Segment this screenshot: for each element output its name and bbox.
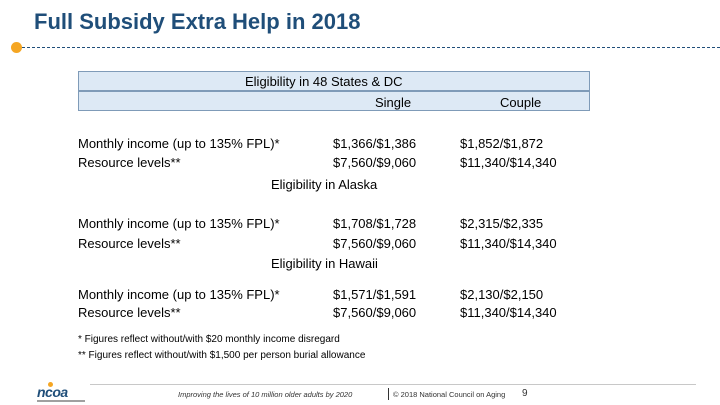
row-value-single: $7,560/$9,060 xyxy=(333,155,417,170)
table-header: Eligibility in 48 States & DC xyxy=(245,74,403,89)
row-label: Resource levels** xyxy=(78,236,181,251)
logo-underline xyxy=(37,400,85,402)
footnote-resources: ** Figures reflect without/with $1,500 per person burial allowance xyxy=(78,350,366,361)
row-value-couple: $11,340/$14,340 xyxy=(460,305,557,320)
row-value-single: $1,571/$1,591 xyxy=(333,287,417,302)
footer-separator xyxy=(388,388,389,400)
page-number: 9 xyxy=(522,388,528,399)
section-header-alaska: Eligibility in Alaska xyxy=(271,177,378,192)
row-value-couple: $11,340/$14,340 xyxy=(460,155,557,170)
title-divider xyxy=(22,47,720,48)
row-label: Monthly income (up to 135% FPL)* xyxy=(78,287,280,302)
row-label: Monthly income (up to 135% FPL)* xyxy=(78,216,280,231)
row-label: Resource levels** xyxy=(78,305,181,320)
footnote-income: * Figures reflect without/with $20 monthly income disregard xyxy=(78,334,340,345)
ncoa-logo: ncoa xyxy=(37,384,68,400)
footer-tagline: Improving the lives of 10 million older adults by 2020 xyxy=(178,390,353,399)
section-header-hawaii: Eligibility in Hawaii xyxy=(271,256,378,271)
row-label: Resource levels** xyxy=(78,155,181,170)
footer-divider xyxy=(90,384,696,385)
row-value-couple: $11,340/$14,340 xyxy=(460,236,557,251)
column-header-couple: Couple xyxy=(500,95,542,110)
footer-copyright: © 2018 National Council on Aging xyxy=(393,390,506,399)
row-value-couple: $2,130/$2,150 xyxy=(460,287,544,302)
row-label: Monthly income (up to 135% FPL)* xyxy=(78,136,280,151)
row-value-single: $7,560/$9,060 xyxy=(333,305,417,320)
row-value-single: $1,708/$1,728 xyxy=(333,216,417,231)
row-value-single: $1,366/$1,386 xyxy=(333,136,417,151)
page-title: Full Subsidy Extra Help in 2018 xyxy=(34,9,361,34)
accent-dot xyxy=(11,42,22,53)
row-value-couple: $1,852/$1,872 xyxy=(460,136,544,151)
column-header-single: Single xyxy=(375,95,412,110)
row-value-couple: $2,315/$2,335 xyxy=(460,216,544,231)
row-value-single: $7,560/$9,060 xyxy=(333,236,417,251)
